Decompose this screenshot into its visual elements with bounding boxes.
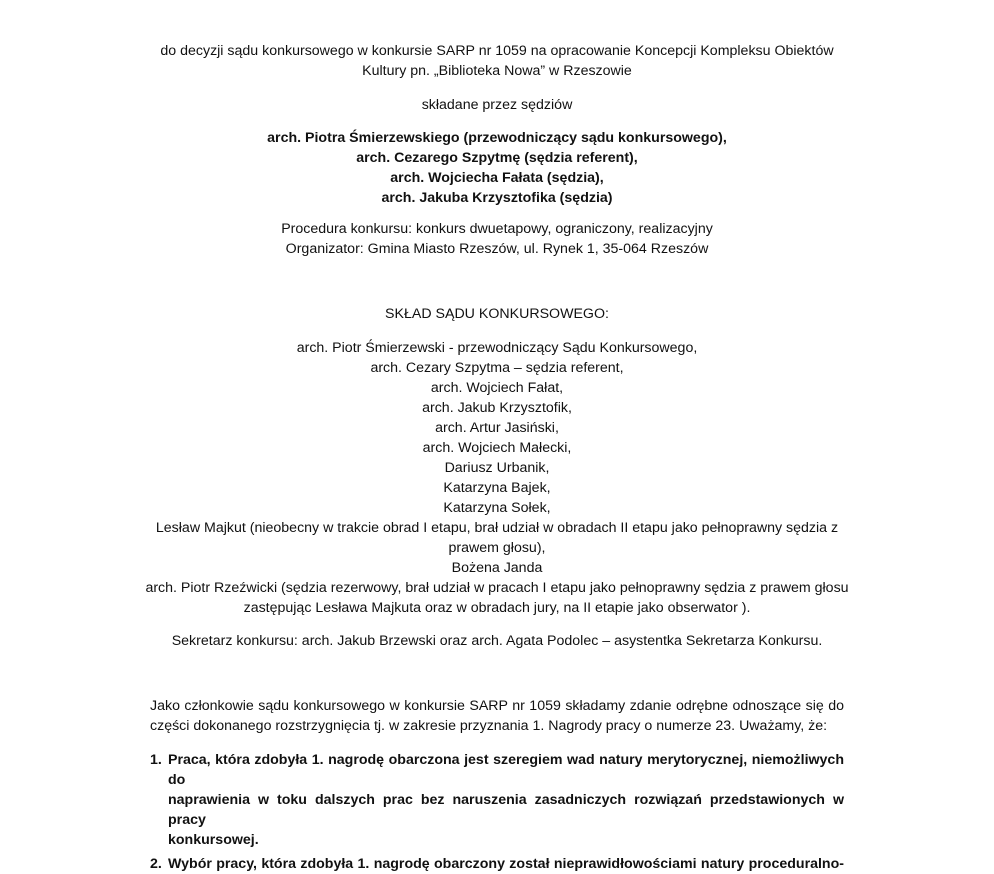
point-line: naprawienia w toku dalszych prac bez naruszenia zasadniczych rozwiązań przedstawionych w pracy xyxy=(168,792,844,828)
jury-member: arch. Piotr Śmierzewski - przewodniczący Sądu Konkursowego, xyxy=(296,340,698,356)
jury-member: Lesław Majkut (nieobecny w trakcie obrad I etapu, brał udział w obradach II etapu jako pełnoprawny sędzia z xyxy=(155,520,839,536)
judge-name: arch. Cezarego Szpytmę (sędzia referent), xyxy=(356,150,638,166)
judge-name: arch. Piotra Śmierzewskiego (przewodniczący sądu konkursowego), xyxy=(267,130,727,146)
list-item xyxy=(150,750,844,850)
statement-line-1: Jako członkowie sądu konkursowego w konkursie SARP nr 1059 składamy zdanie odrębne odnoszące się do xyxy=(150,698,844,714)
points-list xyxy=(150,750,844,874)
submitted-by xyxy=(0,95,994,115)
statement-line-2: części dokonanego rozstrzygnięcia tj. w zakresie przyznania 1. Nagrody pracy o numerze 23. Uważamy, że: xyxy=(150,718,828,734)
jury-member: Bożena Janda xyxy=(451,560,543,576)
list-item xyxy=(150,854,844,874)
document-header xyxy=(0,41,994,81)
jury-member: arch. Jakub Krzysztofik, xyxy=(422,400,572,416)
procedure-text: Procedura konkursu: konkurs dwuetapowy, ograniczony, realizacyjny xyxy=(281,221,713,237)
jury-member: arch. Wojciech Fałat, xyxy=(430,380,564,396)
secretary-text: Sekretarz konkursu: arch. Jakub Brzewski oraz arch. Agata Podolec – asystentka Sekretarza Konkursu. xyxy=(171,633,823,649)
judge-name: arch. Jakuba Krzysztofika (sędzia) xyxy=(381,190,613,206)
judges-list xyxy=(0,128,994,208)
point-number: 2. xyxy=(150,856,162,872)
jury-member: Katarzyna Sołek, xyxy=(443,500,551,516)
submitted-by-text: składane przez sędziów xyxy=(421,97,573,113)
jury-member: Dariusz Urbanik, xyxy=(444,460,550,476)
jury-members xyxy=(0,338,994,618)
jury-member: arch. Wojciech Małecki, xyxy=(422,440,572,456)
point-line: Wybór pracy, która zdobyła 1. nagrodę obarczony został nieprawidłowościami natury proceduralno- xyxy=(168,856,844,872)
jury-member: arch. Piotr Rzeźwicki (sędzia rezerwowy, brał udział w pracach I etapu jako pełnoprawny sędzia z prawem głosu xyxy=(145,580,849,596)
header-line-2: Kultury pn. „Biblioteka Nowa” w Rzeszowie xyxy=(362,63,632,79)
jury-member: prawem głosu), xyxy=(448,540,546,556)
organizer-text: Organizator: Gmina Miasto Rzeszów, ul. Rynek 1, 35-064 Rzeszów xyxy=(285,241,709,257)
point-line: Praca, która zdobyła 1. nagrodę obarczona jest szeregiem wad natury merytorycznej, niemożliwych do xyxy=(168,752,844,788)
secretary xyxy=(0,631,994,651)
procedure-info xyxy=(0,219,994,259)
jury-heading-text: SKŁAD SĄDU KONKURSOWEGO: xyxy=(385,306,609,322)
jury-member: arch. Cezary Szpytma – sędzia referent, xyxy=(370,360,624,376)
header-line-1: do decyzji sądu konkursowego w konkursie SARP nr 1059 na opracowanie Koncepcji Kompleksu Obiektów xyxy=(160,43,834,59)
jury-member: Katarzyna Bajek, xyxy=(443,480,551,496)
statement-paragraph xyxy=(150,696,844,736)
jury-member: zastępując Lesława Majkuta oraz w obradach jury, na II etapie jako obserwator ). xyxy=(243,600,751,616)
jury-member: arch. Artur Jasiński, xyxy=(435,420,559,436)
judge-name: arch. Wojciecha Fałata (sędzia), xyxy=(390,170,604,186)
point-line: konkursowej. xyxy=(168,832,259,848)
point-number: 1. xyxy=(150,752,162,768)
jury-heading xyxy=(0,304,994,324)
